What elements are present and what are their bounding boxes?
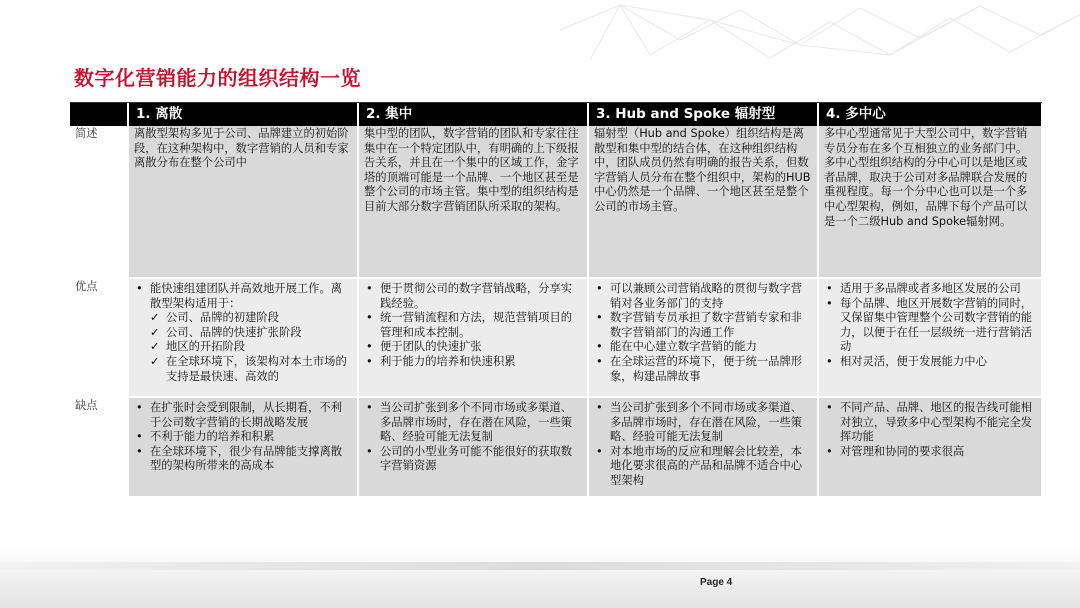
bullet-list — [824, 282, 1037, 370]
decorative-network-background — [560, 0, 1080, 60]
bullet-list-item: • 相对灵活，便于发展能力中心 — [824, 355, 1037, 370]
bullet-list — [134, 401, 353, 474]
table-cell — [358, 126, 588, 278]
bullet-list-item: • 在全球运营的环境下，便于统一品牌形象，构建品牌故事 — [594, 355, 813, 384]
bullet-list-item: • 可以兼顾公司营销战略的贯彻与数字营销对各业务部门的支持 — [594, 282, 813, 311]
bullet-list-item: • 在全球环境下，很少有品牌能支撑离散型的架构所带来的高成本 — [134, 445, 353, 474]
bullet-list-item: • 能快速组建团队并高效地开展工作。离散型架构适用于： — [134, 282, 353, 311]
table-cell — [358, 278, 588, 397]
table-cell — [818, 397, 1042, 497]
bullet-list-item: • 能在中心建立数字营销的能力 — [594, 340, 813, 355]
cell-text: 多中心型通常见于大型公司中，数字营销专员分布在多个互相独立的业务部门中。多中心型组织结构的分中心可以是地区或者品牌，取决于公司对多品牌联合发展的重视程度。每一个分中心也可以是一个多中心型架构，例如，品牌下每个产品可以是一个二级Hub and Spoke辐射网。 — [824, 127, 1028, 228]
table-cell — [818, 278, 1042, 397]
row-label: 缺点 — [70, 397, 128, 497]
comparison-table — [70, 103, 1043, 498]
bullet-list-item: • 当公司扩张到多个不同市场或多渠道、多品牌市场时，存在潜在风险，一些策略、经验可能无法复制 — [364, 401, 583, 445]
bullet-list — [134, 282, 353, 384]
bullet-list-item: • 利于能力的培养和快速积累 — [364, 355, 583, 370]
table-cell — [358, 397, 588, 497]
table-cell — [588, 126, 818, 278]
table-cell — [588, 397, 818, 497]
bullet-list-item: • 便于贯彻公司的数字营销战略，分享实践经验。 — [364, 282, 583, 311]
header-discrete: 1. 离散 — [128, 103, 358, 126]
header-centralized: 2. 集中 — [358, 103, 588, 126]
footer-band — [0, 548, 1080, 608]
bullet-list — [364, 282, 583, 370]
cell-text: 离散型架构多见于公司、品牌建立的初始阶段，在这种架构中，数字营销的人员和专家离散分布在整个公司中 — [134, 127, 349, 170]
table-cell — [588, 278, 818, 397]
page-number: Page 4 — [700, 577, 733, 588]
bullet-list-item: • 不利于能力的培养和积累 — [134, 430, 353, 445]
bullet-list-item: • 数字营销专员承担了数字营销专家和非数字营销部门的沟通工作 — [594, 311, 813, 340]
header-multi-center: 4. 多中心 — [818, 103, 1042, 126]
page-title: 数字化营销能力的组织结构一览 — [74, 66, 361, 90]
table-header-row — [70, 103, 1042, 126]
table-row-pros — [70, 278, 1042, 397]
cell-text: 辐射型（Hub and Spoke）组织结构是离散型和集中型的结合体，在这种组织结构中，团队成员仍然有明确的报告关系，但数字营销人员分布在整个组织中，架构的HUB中心仍然是一个品牌、一个地区甚至是整个公司的市场主管。 — [594, 127, 811, 213]
header-corner — [70, 103, 128, 126]
table-cell — [128, 397, 358, 497]
bullet-list-item: • 便于团队的快速扩张 — [364, 340, 583, 355]
bullet-list-item: • 统一营销流程和方法，规范营销项目的管理和成本控制。 — [364, 311, 583, 340]
check-list-item: ✓ 公司、品牌的初建阶段 — [134, 311, 353, 326]
bullet-list-item: • 对管理和协同的要求很高 — [824, 445, 1037, 460]
bullet-list — [364, 401, 583, 474]
bullet-list — [824, 401, 1037, 459]
table-cell — [818, 126, 1042, 278]
table-cell — [128, 126, 358, 278]
bullet-list — [594, 401, 813, 489]
header-hub-and-spoke: 3. Hub and Spoke 辐射型 — [588, 103, 818, 126]
check-list-item: ✓ 公司、品牌的快速扩张阶段 — [134, 326, 353, 341]
table-row-cons — [70, 397, 1042, 497]
check-list-item: ✓ 地区的开拓阶段 — [134, 340, 353, 355]
bullet-list-item: • 每个品牌、地区开展数字营销的同时，又保留集中管理整个公司数字营销的能力，以便于在任一层级统一进行营销活动 — [824, 297, 1037, 355]
bullet-list-item: • 对本地市场的反应和理解会比较差，本地化要求很高的产品和品牌不适合中心型架构 — [594, 445, 813, 489]
bullet-list-item: • 当公司扩张到多个不同市场或多渠道、多品牌市场时，存在潜在风险，一些策略、经验可能无法复制 — [594, 401, 813, 445]
row-label: 优点 — [70, 278, 128, 397]
bullet-list-item: • 公司的小型业务可能不能很好的获取数字营销资源 — [364, 445, 583, 474]
bullet-list-item: • 适用于多品牌或者多地区发展的公司 — [824, 282, 1037, 297]
row-label: 简述 — [70, 126, 128, 278]
table-row-summary — [70, 126, 1042, 278]
check-list-item: ✓ 在全球环境下，该架构对本土市场的支持是最快速、高效的 — [134, 355, 353, 384]
bullet-list-item: • 在扩张时会受到限制，从长期看，不利于公司数字营销的长期战略发展 — [134, 401, 353, 430]
table-cell — [128, 278, 358, 397]
cell-text: 集中型的团队，数字营销的团队和专家往往集中在一个特定团队中，有明确的上下级报告关系，并且在一个集中的区域工作，金字塔的顶端可能是一个品牌、一个地区甚至是整个公司的市场主管。集中型的组织结构是目前大部分数字营销团队所采取的架构。 — [364, 127, 579, 213]
bullet-list-item: • 不同产品、品牌、地区的报告线可能相对独立，导致多中心型架构不能完全发挥功能 — [824, 401, 1037, 445]
footer-stripe — [0, 562, 1080, 570]
bullet-list — [594, 282, 813, 384]
